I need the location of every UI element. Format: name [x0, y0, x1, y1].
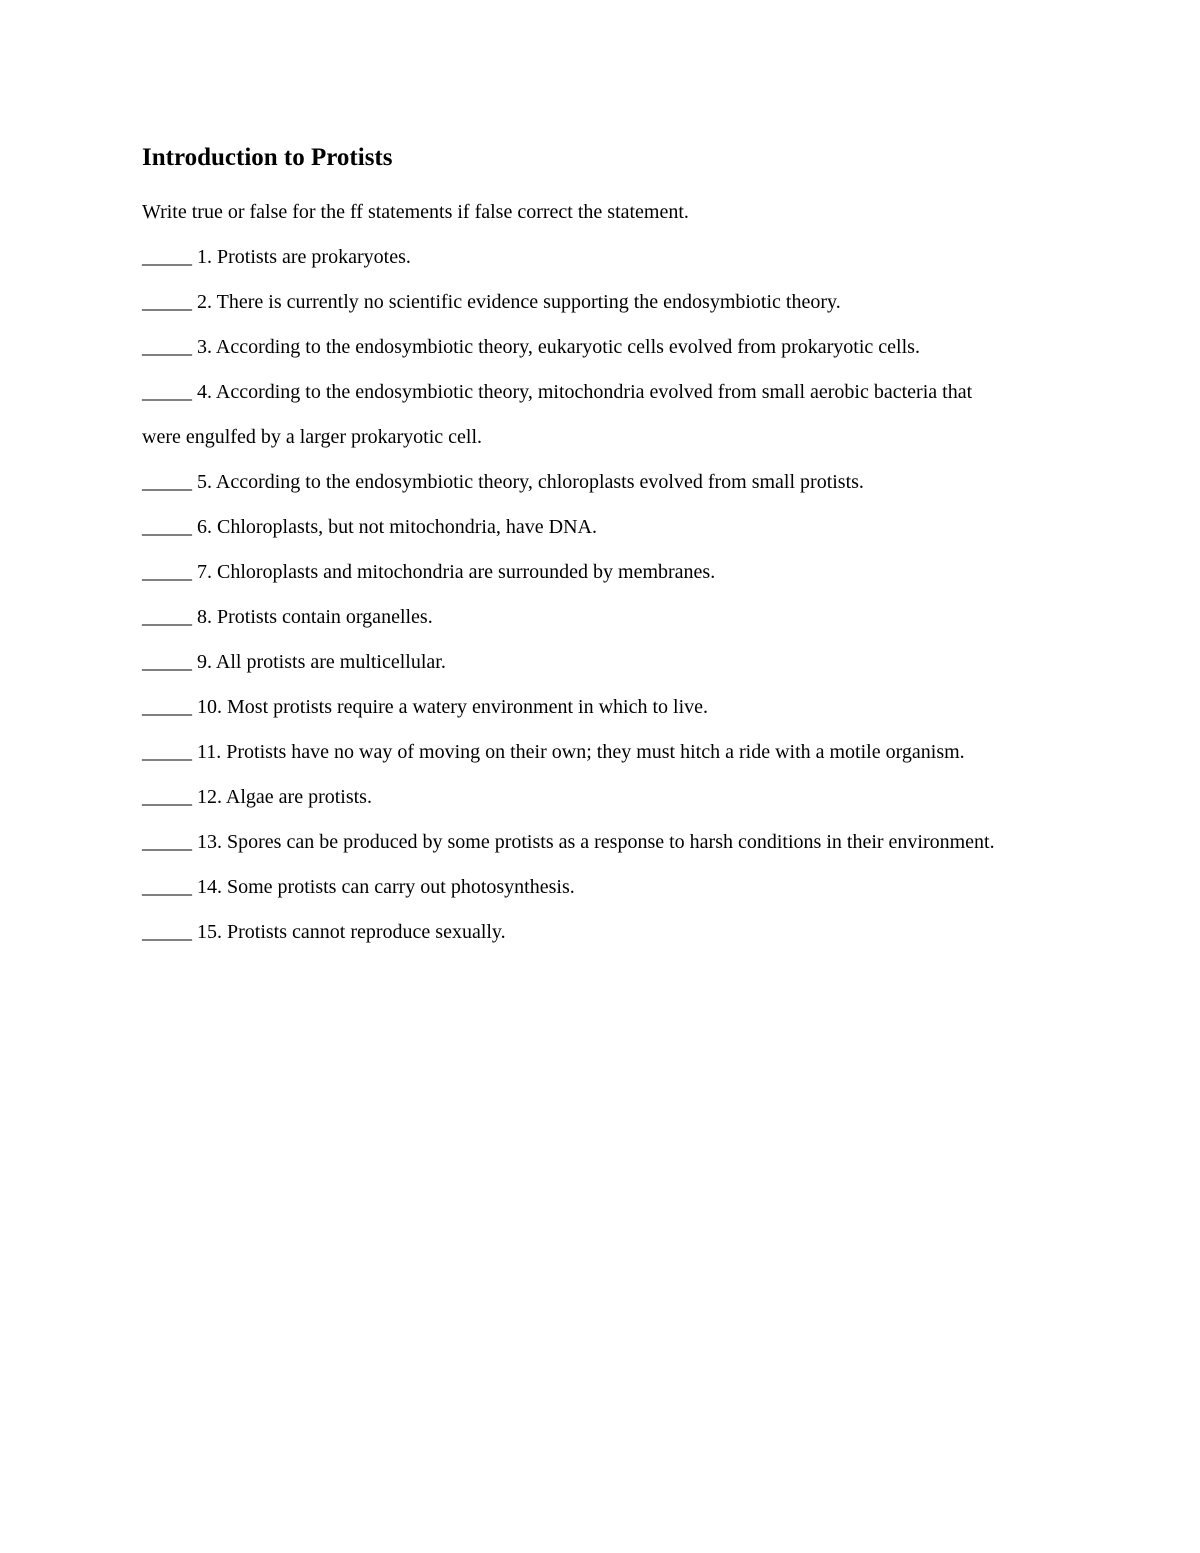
statement-13: _____ 13. Spores can be produced by some protists as a response to harsh conditions in their environment. — [142, 831, 995, 853]
statement-12: _____ 12. Algae are protists. — [142, 786, 372, 808]
statement-14: _____ 14. Some protists can carry out photosynthesis. — [142, 876, 575, 898]
statement-11: _____ 11. Protists have no way of moving on their own; they must hitch a ride with a motile organism. — [142, 741, 965, 763]
statement-10: _____ 10. Most protists require a watery environment in which to live. — [142, 696, 709, 718]
worksheet-page — [142, 140, 1022, 963]
statement-8: _____ 8. Protists contain organelles. — [142, 606, 433, 628]
statement-2: _____ 2. There is currently no scientific evidence supporting the endosymbiotic theory. — [142, 291, 841, 313]
instructions: Write true or false for the ff statements if false correct the statement. — [142, 201, 689, 223]
statement-15: _____ 15. Protists cannot reproduce sexually. — [142, 921, 506, 943]
statement-7: _____ 7. Chloroplasts and mitochondria are surrounded by membranes. — [142, 561, 716, 583]
statement-1: _____ 1. Protists are prokaryotes. — [142, 246, 411, 268]
statement-9: _____ 9. All protists are multicellular. — [142, 651, 446, 673]
statement-4: _____ 4. According to the endosymbiotic theory, mitochondria evolved from small aerobic bacteria that — [142, 381, 973, 403]
statement-5: _____ 5. According to the endosymbiotic theory, chloroplasts evolved from small protists. — [142, 471, 864, 493]
page-title: Introduction to Protists — [142, 144, 393, 171]
statement-6: _____ 6. Chloroplasts, but not mitochondria, have DNA. — [142, 516, 597, 538]
statement-3: _____ 3. According to the endosymbiotic theory, eukaryotic cells evolved from prokaryotic cells. — [142, 336, 920, 358]
statement-4-continued: were engulfed by a larger prokaryotic cell. — [142, 426, 483, 448]
